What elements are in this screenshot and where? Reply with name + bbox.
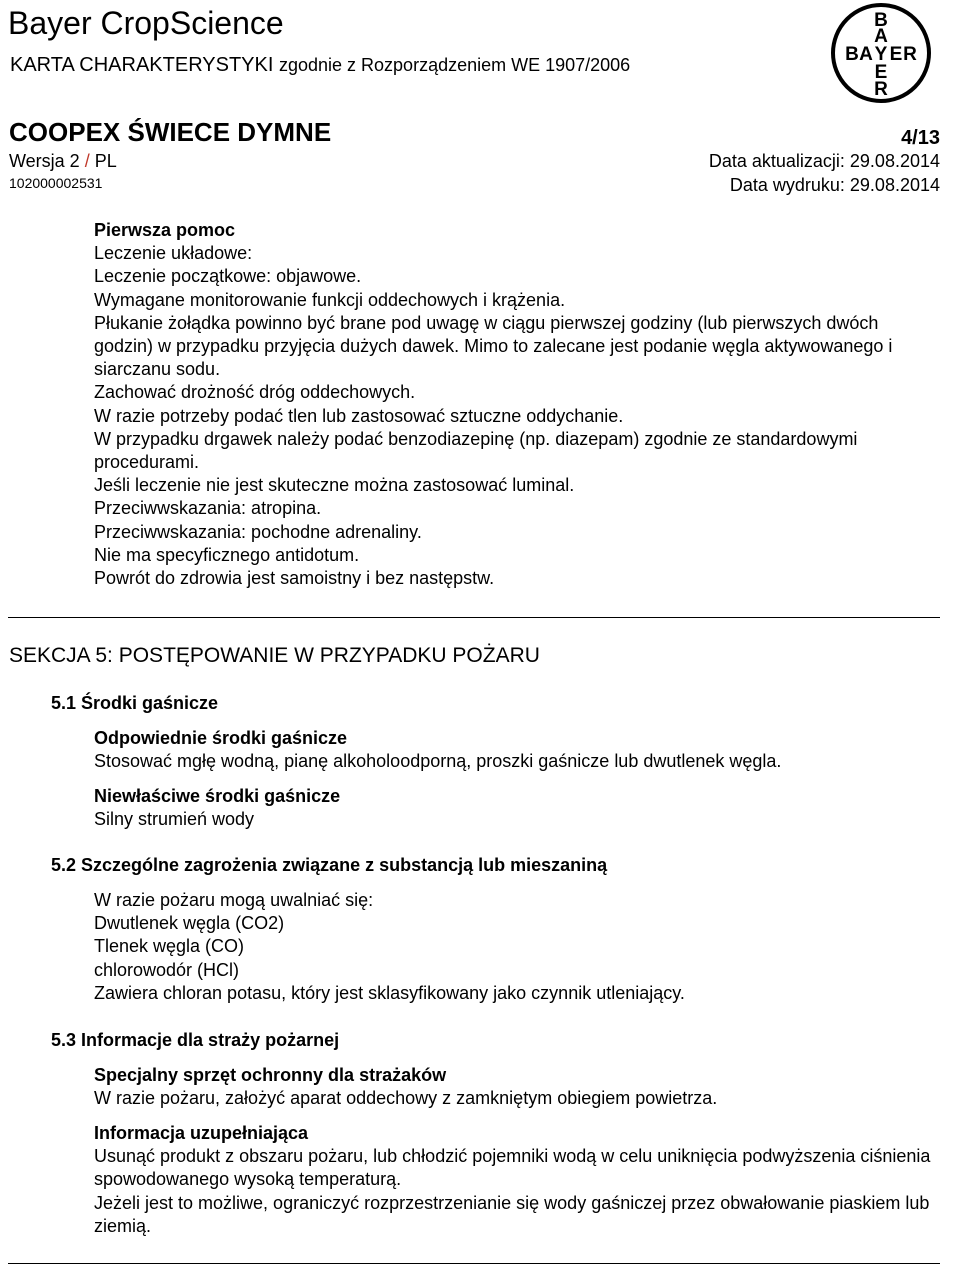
first-aid-line: W razie potrzeby podać tlen lub zastosować sztuczne oddychanie. [94, 405, 624, 426]
version-separator: / [84, 151, 90, 171]
first-aid-line: Płukanie żołądka powinno być brane pod uwagę w ciągu pierwszej godziny (lub pierwszych dwóch godzin) w przypadku przyjęcia dużych dawek. Mimo to zalecane jest podanie węgla aktywowanego i siarczanu sodu. [94, 312, 893, 380]
additional-info-line: Jeżeli jest to możliwe, ograniczyć rozprzestrzenianie się wody gaśniczej przez obwałowanie piaskiem lub ziemią. [94, 1192, 930, 1236]
suitable-media-block [94, 727, 934, 773]
svg-text:B: B [845, 44, 859, 65]
section-5-title: SEKCJA 5: POSTĘPOWANIE W PRZYPADKU POŻARU [9, 644, 540, 667]
version-label: Wersja 2 [9, 151, 80, 171]
additional-info-heading: Informacja uzupełniająca [94, 1123, 309, 1143]
revision-date: Data aktualizacji: 29.08.2014 [708, 151, 940, 171]
first-aid-line: Jeśli leczenie nie jest skuteczne można zastosować luminal. [94, 475, 575, 496]
first-aid-line: Zachować drożność dróg oddechowych. [94, 382, 416, 403]
suitable-media-heading: Odpowiednie środki gaśnicze [94, 728, 348, 748]
material-number: 102000002531 [9, 175, 103, 191]
first-aid-line: W przypadku drgawek należy podać benzodiazepinę (np. diazepam) zgodnie ze standardowymi procedurami. [94, 428, 858, 473]
bayer-cross-logo [830, 2, 932, 104]
svg-text:B: B [874, 10, 888, 31]
first-aid-line: Leczenie początkowe: objawowe. [94, 266, 362, 287]
sds-regulation: zgodnie z Rozporządzeniem WE 1907/2006 [278, 55, 631, 75]
page-number: 4/13 [901, 127, 940, 149]
firefighter-equipment-text: W razie pożaru, założyć aparat oddechowy z zamkniętym obiegiem powietrza. [94, 1088, 718, 1109]
hazard-line: Tlenek węgla (CO) [94, 936, 245, 957]
hazard-line: chlorowodór (HCl) [94, 959, 240, 980]
first-aid-heading: Pierwsza pomoc [94, 220, 236, 240]
additional-info-block [94, 1122, 934, 1238]
first-aid-line: Powrót do zdrowia jest samoistny i bez następstw. [94, 568, 495, 589]
first-aid-block [94, 219, 934, 590]
firefighter-equipment-block [94, 1064, 934, 1110]
hazard-line: Zawiera chloran potasu, który jest sklasyfikowany jako czynnik utleniający. [94, 982, 685, 1003]
section-divider [8, 617, 940, 618]
unsuitable-media-text: Silny strumień wody [94, 809, 255, 830]
subsection-5-1-title: 5.1 Środki gaśnicze [51, 693, 219, 713]
subsection-5-3-title: 5.3 Informacje dla straży pożarnej [51, 1030, 340, 1050]
special-hazards-block [94, 889, 934, 1005]
print-date: Data wydruku: 29.08.2014 [729, 175, 940, 195]
first-aid-line: Przeciwwskazania: pochodne adrenaliny. [94, 521, 422, 542]
sds-title: KARTA CHARAKTERYSTYKI [10, 54, 274, 76]
additional-info-line: Usunąć produkt z obszaru pożaru, lub chłodzić pojemniki wodą w celu uniknięcia podwyższenia ciśnienia spowodowanego wysoką temperaturą. [94, 1146, 931, 1190]
sds-title-line [10, 52, 630, 78]
hazard-line: W razie pożaru mogą uwalniać się: [94, 890, 374, 910]
first-aid-line: Wymagane monitorowanie funkcji oddechowych i krążenia. [94, 289, 566, 310]
svg-text:Y: Y [874, 44, 888, 65]
version-language: PL [94, 151, 117, 171]
hazard-line: Dwutlenek węgla (CO2) [94, 913, 285, 934]
unsuitable-media-block [94, 785, 934, 831]
subsection-5-2-title: 5.2 Szczególne zagrożenia związane z substancją lub mieszaniną [51, 855, 608, 875]
firefighter-equipment-heading: Specjalny sprzęt ochronny dla strażaków [94, 1065, 447, 1085]
product-name: COOPEX ŚWIECE DYMNE [9, 117, 332, 147]
svg-text:E: E [889, 44, 903, 65]
company-name: Bayer CropScience [8, 5, 284, 41]
svg-text:A: A [874, 26, 888, 47]
unsuitable-media-heading: Niewłaściwe środki gaśnicze [94, 786, 341, 806]
svg-text:R: R [874, 79, 888, 100]
svg-text:A: A [859, 44, 873, 65]
svg-text:E: E [874, 62, 888, 83]
suitable-media-text: Stosować mgłę wodną, pianę alkoholoodporną, proszki gaśnicze lub dwutlenek węgla. [94, 751, 782, 772]
first-aid-line: Przeciwwskazania: atropina. [94, 498, 322, 519]
page-bottom-rule [8, 1263, 940, 1264]
svg-text:R: R [903, 44, 917, 65]
first-aid-line: Nie ma specyficznego antidotum. [94, 544, 360, 565]
version-info [9, 150, 117, 172]
first-aid-line: Leczenie układowe: [94, 243, 253, 264]
